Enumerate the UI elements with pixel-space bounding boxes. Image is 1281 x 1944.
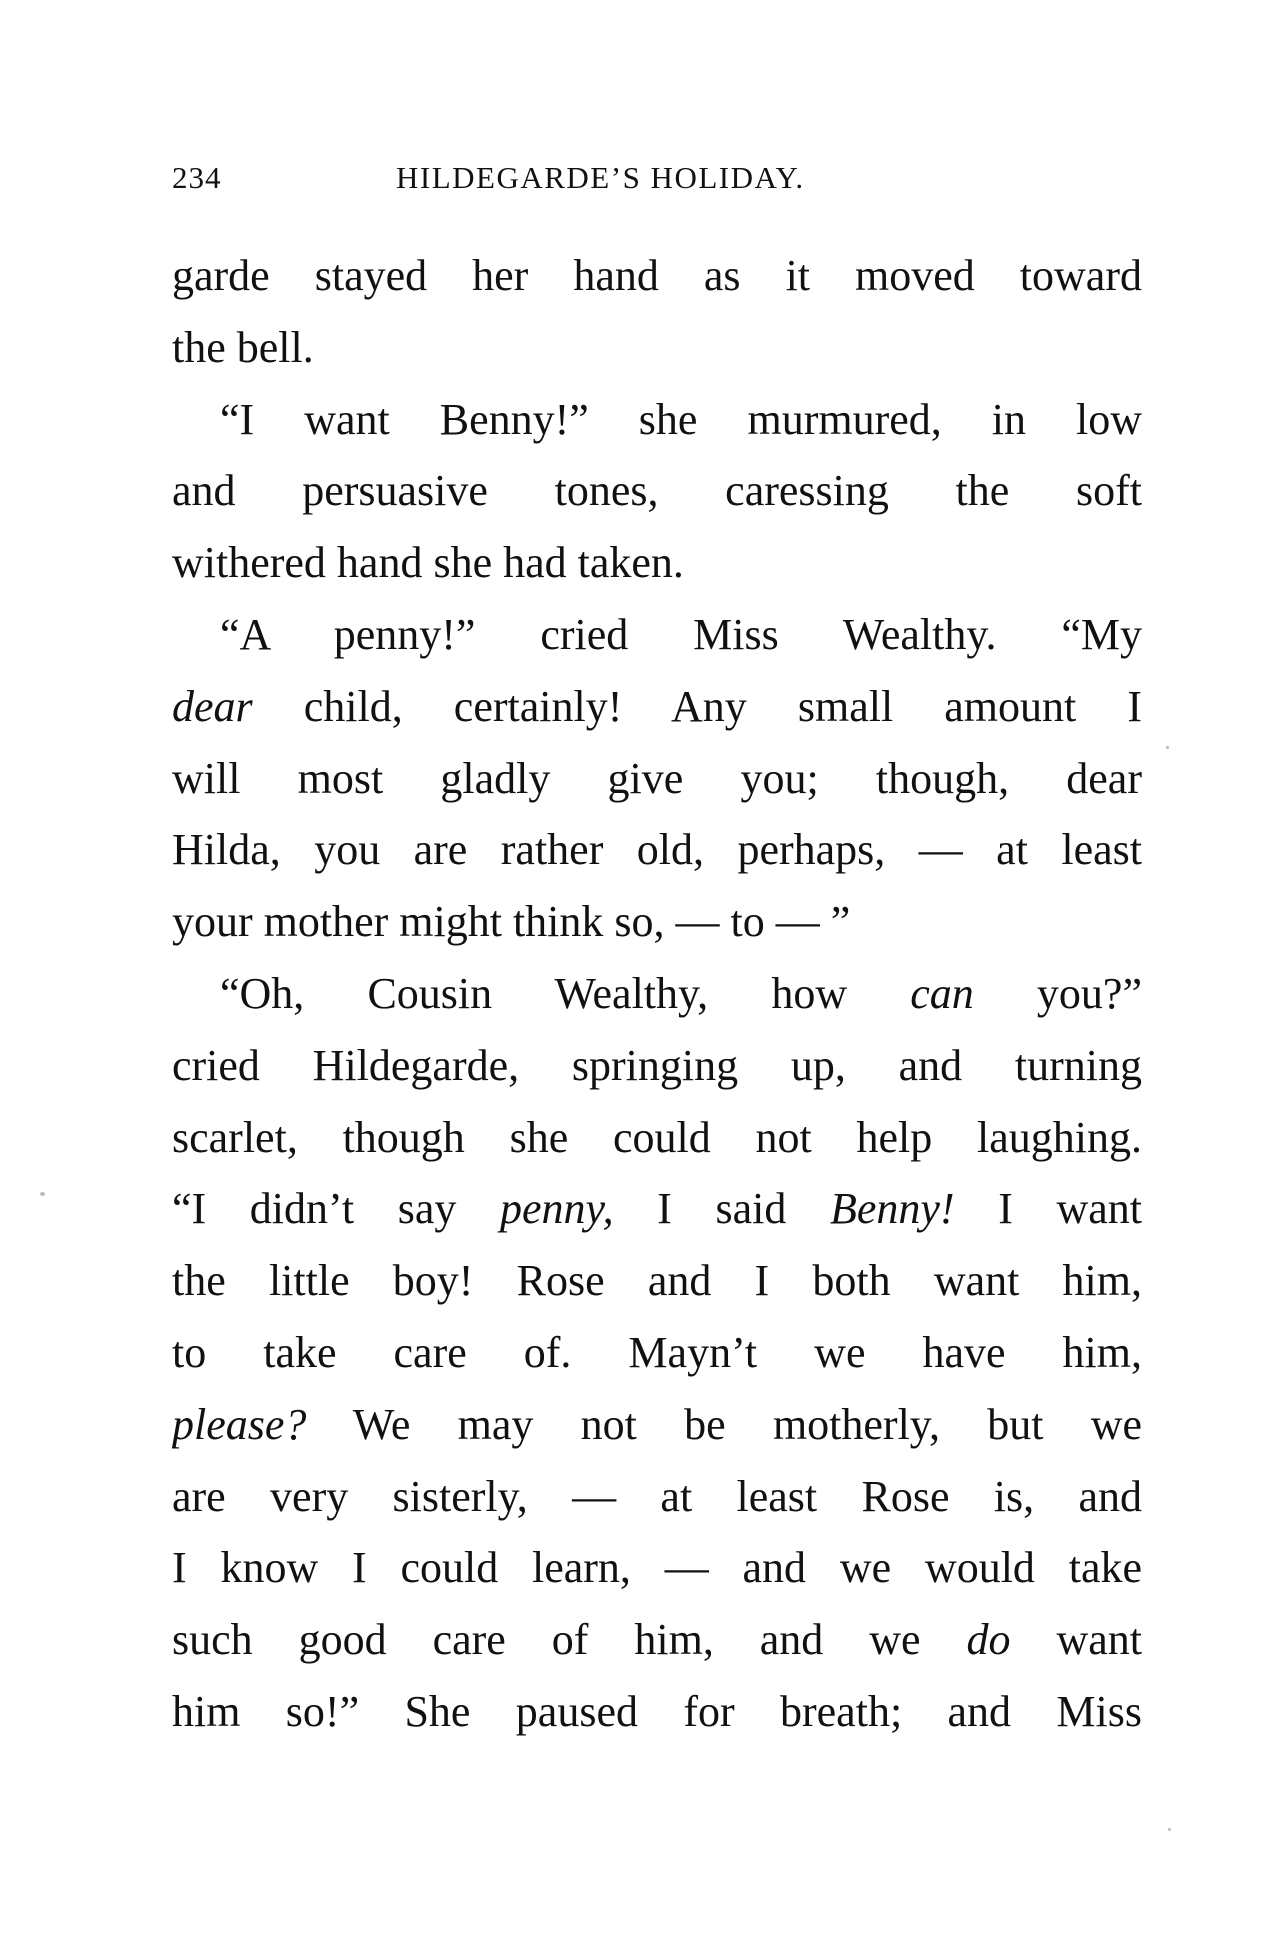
text-run: child, certainly! Any small amount I <box>252 681 1142 731</box>
paper-speck <box>40 1192 45 1196</box>
text-line: the bell. <box>172 322 314 372</box>
italic-word: penny, <box>499 1184 614 1234</box>
text-run: you?” <box>973 968 1142 1018</box>
text-line: the little boy! Rose and I both want him, <box>172 1256 1142 1306</box>
page-number: 234 <box>172 160 222 195</box>
text-line: and persuasive tones, caressing the soft <box>172 466 1142 516</box>
text-run: We may not be motherly, but we <box>306 1399 1142 1449</box>
running-title: HILDEGARDE’S HOLIDAY. <box>396 160 805 195</box>
text-line: “I want Benny!” she murmured, in low <box>220 394 1142 444</box>
text-line <box>172 1173 1142 1245</box>
text-line <box>172 671 1142 743</box>
italic-word: Benny! <box>830 1184 955 1234</box>
italic-word: dear <box>172 681 253 731</box>
text-line: to take care of. Mayn’t we have him, <box>172 1327 1142 1377</box>
text-line: Hilda, you are rather old, perhaps, — at least <box>172 825 1142 875</box>
text-run: I want <box>954 1184 1142 1234</box>
text-line: scarlet, though she could not help laughing. <box>172 1112 1142 1162</box>
text-line <box>172 1604 1142 1676</box>
paper-speck <box>1168 1828 1171 1831</box>
paper-speck <box>1166 746 1169 749</box>
text-run: I said <box>613 1184 830 1234</box>
body-text <box>172 240 1142 1748</box>
text-run: “I didn’t say <box>172 1184 500 1234</box>
text-line <box>172 958 1142 1030</box>
text-run: want <box>1010 1615 1142 1665</box>
text-line: will most gladly give you; though, dear <box>172 753 1142 803</box>
text-line: withered hand she had taken. <box>172 538 684 588</box>
text-line: are very sisterly, — at least Rose is, and <box>172 1471 1142 1521</box>
text-line: garde stayed her hand as it moved toward <box>172 251 1142 300</box>
text-run: “Oh, Cousin Wealthy, how <box>220 968 911 1018</box>
text-line: “A penny!” cried Miss Wealthy. “My <box>220 609 1142 659</box>
text-line: cried Hildegarde, springing up, and turning <box>172 1040 1142 1090</box>
text-line: I know I could learn, — and we would take <box>172 1543 1142 1593</box>
text-line <box>172 1389 1142 1461</box>
italic-word: do <box>966 1615 1011 1665</box>
running-head <box>172 160 1142 210</box>
italic-word: please? <box>172 1399 307 1449</box>
italic-word: can <box>910 968 974 1018</box>
text-run: such good care of him, and we <box>172 1615 967 1665</box>
text-line: him so!” She paused for breath; and Miss <box>172 1686 1142 1736</box>
text-line: your mother might think so, — to — ” <box>172 897 851 947</box>
